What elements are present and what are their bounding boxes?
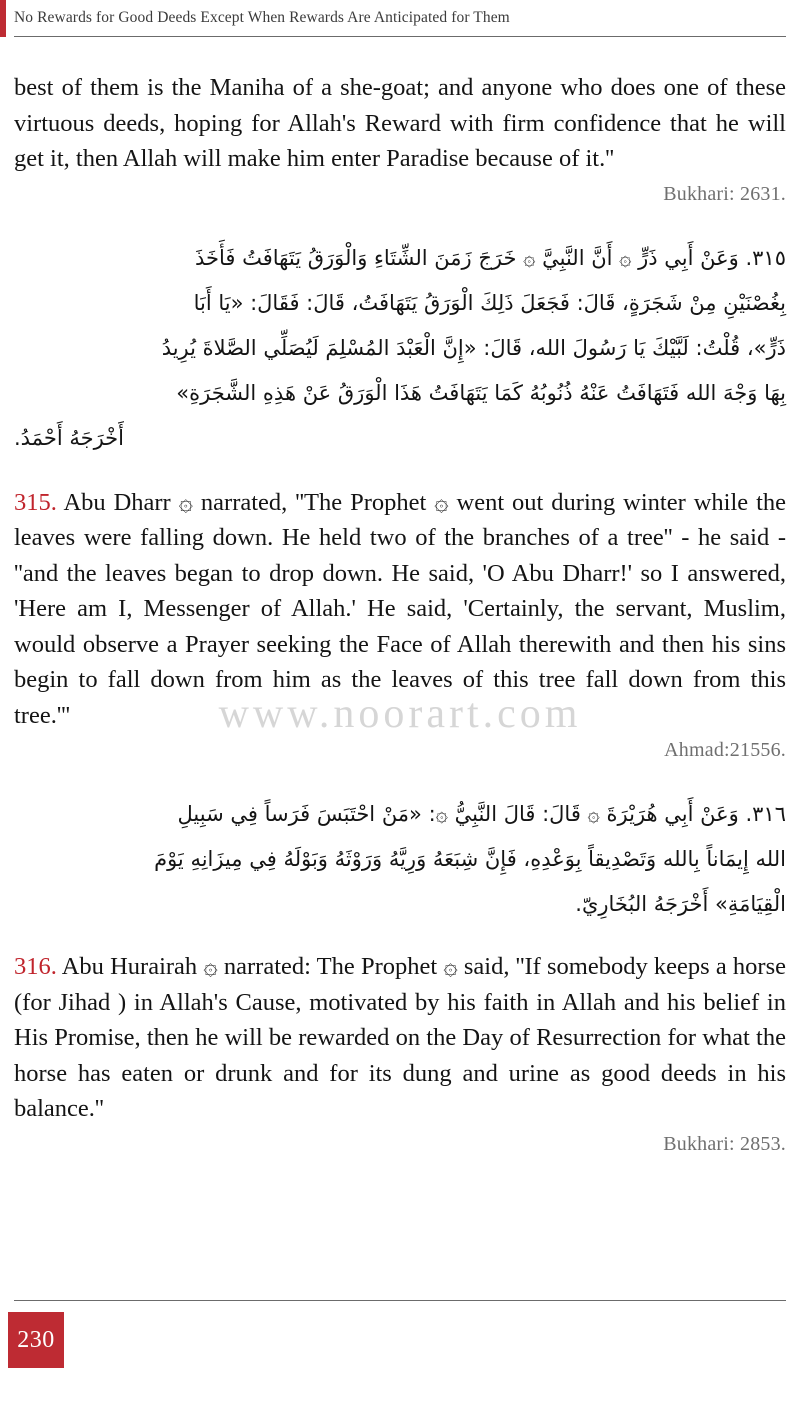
arabic-line: ذَرٍّ»، قُلْتُ: لَبَّيْكَ يَا رَسُولَ الله، قَالَ: «إِنَّ الْعَبْدَ المُسْلِمَ لَيُصَلِّي الصَّلاةَ يُرِيدُ: [161, 335, 786, 360]
english-hadith-316: [14, 949, 786, 1127]
arabic-line: الله إِيمَاناً بِالله وَتَصْدِيقاً بِوَعْدِهِ، فَإِنَّ شِبَعَهُ وَرِيَّهُ وَرَوْثَهُ وَبَوْلَهُ فِي مِيزَانِهِ يَوْمَ: [154, 847, 786, 871]
page-number: 230: [17, 1326, 55, 1353]
hadith-number-316: 316.: [14, 953, 57, 980]
arabic-line-attribution: أَخْرَجَهُ أَحْمَدُ.: [14, 425, 124, 450]
arabic-line-attribution: الْقِيَامَةِ» أَخْرَجَهُ البُخَارِيّ.: [575, 892, 786, 916]
footer-divider: [14, 1300, 786, 1301]
page-title: No Rewards for Good Deeds Except When Rewards Are Anticipated for Them: [14, 9, 510, 26]
page-number-badge: [8, 1312, 64, 1368]
document-content: [14, 60, 786, 1156]
hadith-text-316: Abu Hurairah ۞ narrated: The Prophet ۞ said, ''If somebody keeps a horse (for Jihad ) in Allah's Cause, motivated by his faith in Allah and his belief in His Promise, then he will be rewarded on the Day of Resurrection for what the horse has eaten or drunk and for its dung and urine as good deeds in his balance.'': [14, 953, 786, 1122]
source-reference-3: Bukhari: 2853.: [663, 1132, 786, 1155]
english-hadith-315: [14, 485, 786, 734]
arabic-line: ٣١٥. وَعَنْ أَبِي ذَرٍّ ۞ أَنَّ النَّبِيَّ ۞ خَرَجَ زَمَنَ الشِّتَاءِ وَالْوَرَقُ يَتَهَافَتُ فَأَخَذَ: [195, 245, 786, 270]
hadith-number-315: 315.: [14, 488, 57, 516]
arabic-line: ٣١٦. وَعَنْ أَبِي هُرَيْرَةَ ۞ قَالَ: قَالَ النَّبِيُّ ۞: «مَنْ احْتَبَسَ فَرَساً فِي سَبِيلِ: [177, 802, 786, 826]
arabic-line: بِهَا وَجْهَ الله فَتَهَافَتُ عَنْهُ ذُنُوبُهُ كَمَا يَتَهَافَتُ هَذَا الْوَرَقُ عَنْ هَذِهِ الشَّجَرَةِ»: [176, 380, 786, 405]
arabic-hadith-315: [14, 236, 786, 461]
arabic-line: بِغُصْنَيْنِ مِنْ شَجَرَةٍ، قَالَ: فَجَعَلَ ذَلِكَ الْوَرَقُ يَتَهَافَتُ، قَالَ: فَقَالَ: «يَا أَبَا: [193, 290, 786, 315]
source-reference-1: Bukhari: 2631.: [663, 182, 786, 205]
watermark: www.noorart.com: [218, 691, 582, 737]
header-divider: [14, 36, 786, 37]
source-reference-2: Ahmad:21556.: [664, 739, 786, 761]
arabic-hadith-316: [14, 792, 786, 927]
spacer: [14, 206, 786, 236]
spacer: [14, 461, 786, 485]
spacer: [14, 762, 786, 792]
paragraph-continuation: best of them is the Maniha of a she-goat; and anyone who does one of these virtuous deeds, hoping for Allah's Reward with firm confidence that he will get it, then Allah will make him enter Paradise because of it.'': [14, 74, 786, 172]
page-header: [0, 0, 800, 36]
hadith-text-315: Abu Dharr ۞ narrated, ''The Prophet ۞ went out during winter while the leaves were falling down. He held two of the branches of a tree'' - he said - ''and the leaves began to drop down. He said, 'O Abu Dharr!' so I answered, 'Here am I, Messenger of Allah.' He said, 'Certainly, the servant, Muslim, would observe a Prayer seeking the Face of Allah therewith and then his sins begin to fall down from him as the leaves of this tree fall down from this tree.''': [14, 488, 786, 729]
spacer: [14, 927, 786, 949]
